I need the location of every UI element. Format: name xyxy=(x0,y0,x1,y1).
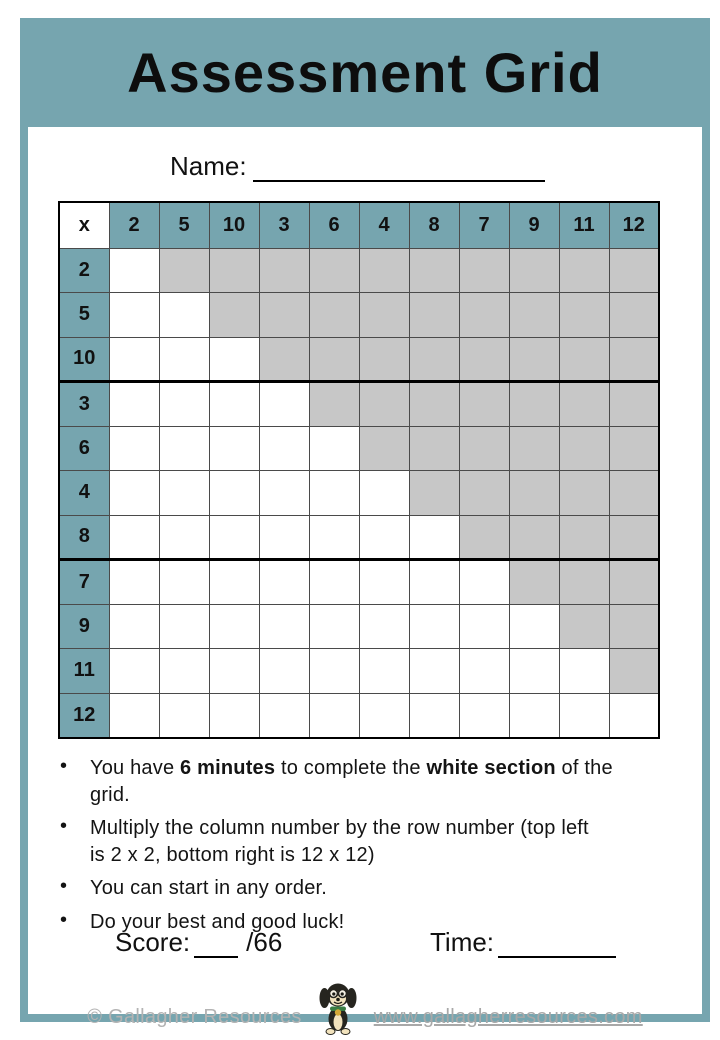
bullet-icon: • xyxy=(60,875,68,898)
grid-shaded-cell xyxy=(559,248,609,293)
grid-shaded-cell xyxy=(609,382,659,427)
grid-answer-cell xyxy=(409,649,459,694)
grid-header-row xyxy=(59,202,659,248)
grid-answer-cell xyxy=(509,649,559,694)
grid-row-header: 4 xyxy=(59,471,109,516)
grid-answer-cell xyxy=(109,293,159,338)
grid-answer-cell xyxy=(109,649,159,694)
grid-column-header: 5 xyxy=(159,202,209,248)
grid-shaded-cell xyxy=(509,471,559,516)
grid-answer-cell xyxy=(109,515,159,560)
score-blank-line xyxy=(194,928,238,958)
grid-shaded-cell xyxy=(259,248,309,293)
page-title: Assessment Grid xyxy=(127,41,603,104)
grid-answer-cell xyxy=(459,649,509,694)
instruction-item xyxy=(60,755,688,808)
bullet-icon: • xyxy=(60,908,68,931)
score-total: /66 xyxy=(246,927,283,957)
grid-answer-cell xyxy=(309,426,359,471)
grid-shaded-cell xyxy=(609,471,659,516)
time-field xyxy=(430,927,616,958)
grid-row-header: 8 xyxy=(59,515,109,560)
copyright-text: © Gallagher Resources xyxy=(87,1006,302,1028)
grid-answer-cell xyxy=(259,604,309,649)
grid-answer-cell xyxy=(259,649,309,694)
grid-answer-cell xyxy=(209,426,259,471)
grid-answer-cell xyxy=(109,337,159,382)
grid-answer-cell xyxy=(309,515,359,560)
grid-answer-cell xyxy=(559,693,609,738)
grid-column-header: 9 xyxy=(509,202,559,248)
grid-shaded-cell xyxy=(509,382,559,427)
grid-shaded-cell xyxy=(509,560,559,605)
instructions-list xyxy=(60,755,688,943)
grid-shaded-cell xyxy=(559,560,609,605)
grid-shaded-cell xyxy=(359,337,409,382)
bullet-icon: • xyxy=(60,815,68,838)
grid-shaded-cell xyxy=(309,337,359,382)
instruction-text: You have 6 minutes to complete the white section of the grid. xyxy=(90,757,613,806)
grid-corner-cell: x xyxy=(59,202,109,248)
multiplication-grid xyxy=(58,201,660,739)
grid-row-header: 3 xyxy=(59,382,109,427)
grid-shaded-cell xyxy=(559,471,609,516)
grid-shaded-cell xyxy=(559,604,609,649)
grid-shaded-cell xyxy=(309,248,359,293)
grid-row xyxy=(59,382,659,427)
grid-answer-cell xyxy=(159,649,209,694)
grid-shaded-cell xyxy=(359,382,409,427)
grid-column-header: 10 xyxy=(209,202,259,248)
grid-column-header: 11 xyxy=(559,202,609,248)
grid-shaded-cell xyxy=(159,248,209,293)
page-content xyxy=(28,127,702,1028)
grid-row xyxy=(59,337,659,382)
website-link[interactable]: www.gallagherresources.com xyxy=(373,1006,643,1028)
grid-row-header: 5 xyxy=(59,293,109,338)
grid-answer-cell xyxy=(209,604,259,649)
grid-answer-cell xyxy=(559,649,609,694)
time-label: Time: xyxy=(430,927,495,957)
grid-answer-cell xyxy=(459,693,509,738)
grid-shaded-cell xyxy=(409,337,459,382)
grid-answer-cell xyxy=(109,248,159,293)
instruction-text: Do your best and good luck! xyxy=(90,910,345,933)
grid-row-header: 7 xyxy=(59,560,109,605)
grid-shaded-cell xyxy=(459,337,509,382)
grid-answer-cell xyxy=(259,560,309,605)
grid-answer-cell xyxy=(409,604,459,649)
grid-answer-cell xyxy=(459,560,509,605)
grid-answer-cell xyxy=(159,337,209,382)
grid-answer-cell xyxy=(409,560,459,605)
grid-column-header: 7 xyxy=(459,202,509,248)
grid-answer-cell xyxy=(359,471,409,516)
grid-shaded-cell xyxy=(259,337,309,382)
grid-shaded-cell xyxy=(409,382,459,427)
grid-shaded-cell xyxy=(559,293,609,338)
grid-answer-cell xyxy=(259,471,309,516)
grid-row-header: 12 xyxy=(59,693,109,738)
score-field xyxy=(115,927,282,958)
grid-row-header: 9 xyxy=(59,604,109,649)
grid-shaded-cell xyxy=(459,382,509,427)
grid-shaded-cell xyxy=(509,293,559,338)
grid-row xyxy=(59,293,659,338)
instruction-text: You can start in any order. xyxy=(90,877,328,900)
grid-answer-cell xyxy=(509,693,559,738)
grid-shaded-cell xyxy=(559,515,609,560)
grid-row xyxy=(59,515,659,560)
grid-answer-cell xyxy=(159,693,209,738)
grid-answer-cell xyxy=(209,382,259,427)
grid-answer-cell xyxy=(159,293,209,338)
grid-shaded-cell xyxy=(609,560,659,605)
instruction-item xyxy=(60,815,688,868)
grid-answer-cell xyxy=(359,560,409,605)
grid-answer-cell xyxy=(609,693,659,738)
footer xyxy=(28,979,702,1035)
grid-shaded-cell xyxy=(609,293,659,338)
grid-shaded-cell xyxy=(459,293,509,338)
grid-shaded-cell xyxy=(509,337,559,382)
grid-answer-cell xyxy=(409,515,459,560)
grid-shaded-cell xyxy=(359,426,409,471)
grid-shaded-cell xyxy=(609,604,659,649)
grid-shaded-cell xyxy=(309,293,359,338)
grid-row-header: 6 xyxy=(59,426,109,471)
grid-answer-cell xyxy=(359,649,409,694)
grid-shaded-cell xyxy=(459,515,509,560)
grid-answer-cell xyxy=(109,560,159,605)
grid-answer-cell xyxy=(109,604,159,649)
grid-shaded-cell xyxy=(209,293,259,338)
name-blank-line xyxy=(253,152,545,182)
grid-answer-cell xyxy=(159,560,209,605)
grid-answer-cell xyxy=(509,604,559,649)
grid-shaded-cell xyxy=(509,515,559,560)
grid-shaded-cell xyxy=(409,426,459,471)
grid-shaded-cell xyxy=(259,293,309,338)
grid-answer-cell xyxy=(309,693,359,738)
grid-answer-cell xyxy=(309,471,359,516)
grid-shaded-cell xyxy=(409,471,459,516)
grid-answer-cell xyxy=(309,560,359,605)
grid-answer-cell xyxy=(209,515,259,560)
grid-shaded-cell xyxy=(459,471,509,516)
grid-answer-cell xyxy=(359,515,409,560)
grid-answer-cell xyxy=(209,560,259,605)
grid-shaded-cell xyxy=(509,426,559,471)
score-label: Score: xyxy=(115,927,191,957)
grid-column-header: 12 xyxy=(609,202,659,248)
grid-answer-cell xyxy=(259,426,309,471)
grid-shaded-cell xyxy=(609,649,659,694)
grid-answer-cell xyxy=(309,604,359,649)
grid-shaded-cell xyxy=(459,426,509,471)
grid-answer-cell xyxy=(159,471,209,516)
grid-shaded-cell xyxy=(409,293,459,338)
grid-shaded-cell xyxy=(609,515,659,560)
instruction-item xyxy=(60,875,688,902)
grid-answer-cell xyxy=(209,649,259,694)
grid-row-header: 2 xyxy=(59,248,109,293)
grid-shaded-cell xyxy=(459,248,509,293)
dog-mascot-icon xyxy=(318,981,358,1035)
name-row xyxy=(170,151,545,182)
grid-shaded-cell xyxy=(359,248,409,293)
grid-shaded-cell xyxy=(409,248,459,293)
grid-shaded-cell xyxy=(559,382,609,427)
grid-shaded-cell xyxy=(559,337,609,382)
grid-answer-cell xyxy=(259,693,309,738)
grid-answer-cell xyxy=(259,382,309,427)
grid-answer-cell xyxy=(309,649,359,694)
grid-shaded-cell xyxy=(609,337,659,382)
page-frame xyxy=(20,18,710,1028)
grid-shaded-cell xyxy=(359,293,409,338)
grid-row-header: 10 xyxy=(59,337,109,382)
grid-column-header: 6 xyxy=(309,202,359,248)
grid-row xyxy=(59,471,659,516)
grid-column-header: 4 xyxy=(359,202,409,248)
instruction-text: Multiply the column number by the row number (top left is 2 x 2, bottom right is 12 x 12) xyxy=(90,817,589,866)
grid-shaded-cell xyxy=(609,426,659,471)
grid-row xyxy=(59,248,659,293)
grid-row-header: 11 xyxy=(59,649,109,694)
grid-column-header: 2 xyxy=(109,202,159,248)
grid-shaded-cell xyxy=(309,382,359,427)
grid-answer-cell xyxy=(159,382,209,427)
grid-answer-cell xyxy=(159,515,209,560)
grid-answer-cell xyxy=(459,604,509,649)
bullet-icon: • xyxy=(60,755,68,777)
grid-shaded-cell xyxy=(209,248,259,293)
grid-answer-cell xyxy=(359,693,409,738)
grid-answer-cell xyxy=(109,693,159,738)
grid-answer-cell xyxy=(209,471,259,516)
grid-answer-cell xyxy=(359,604,409,649)
grid-answer-cell xyxy=(409,693,459,738)
grid-answer-cell xyxy=(159,426,209,471)
grid-answer-cell xyxy=(109,426,159,471)
grid-shaded-cell xyxy=(609,248,659,293)
grid-row xyxy=(59,604,659,649)
grid-column-header: 8 xyxy=(409,202,459,248)
grid-answer-cell xyxy=(159,604,209,649)
time-blank-line xyxy=(498,928,616,958)
grid-answer-cell xyxy=(109,382,159,427)
grid-shaded-cell xyxy=(559,426,609,471)
title-banner xyxy=(20,18,710,127)
grid-answer-cell xyxy=(209,337,259,382)
grid-answer-cell xyxy=(109,471,159,516)
grid-row xyxy=(59,426,659,471)
grid-row xyxy=(59,649,659,694)
grid-shaded-cell xyxy=(509,248,559,293)
grid-row xyxy=(59,560,659,605)
grid-answer-cell xyxy=(209,693,259,738)
name-label: Name: xyxy=(170,151,247,181)
grid-answer-cell xyxy=(259,515,309,560)
grid-column-header: 3 xyxy=(259,202,309,248)
grid-row xyxy=(59,693,659,738)
